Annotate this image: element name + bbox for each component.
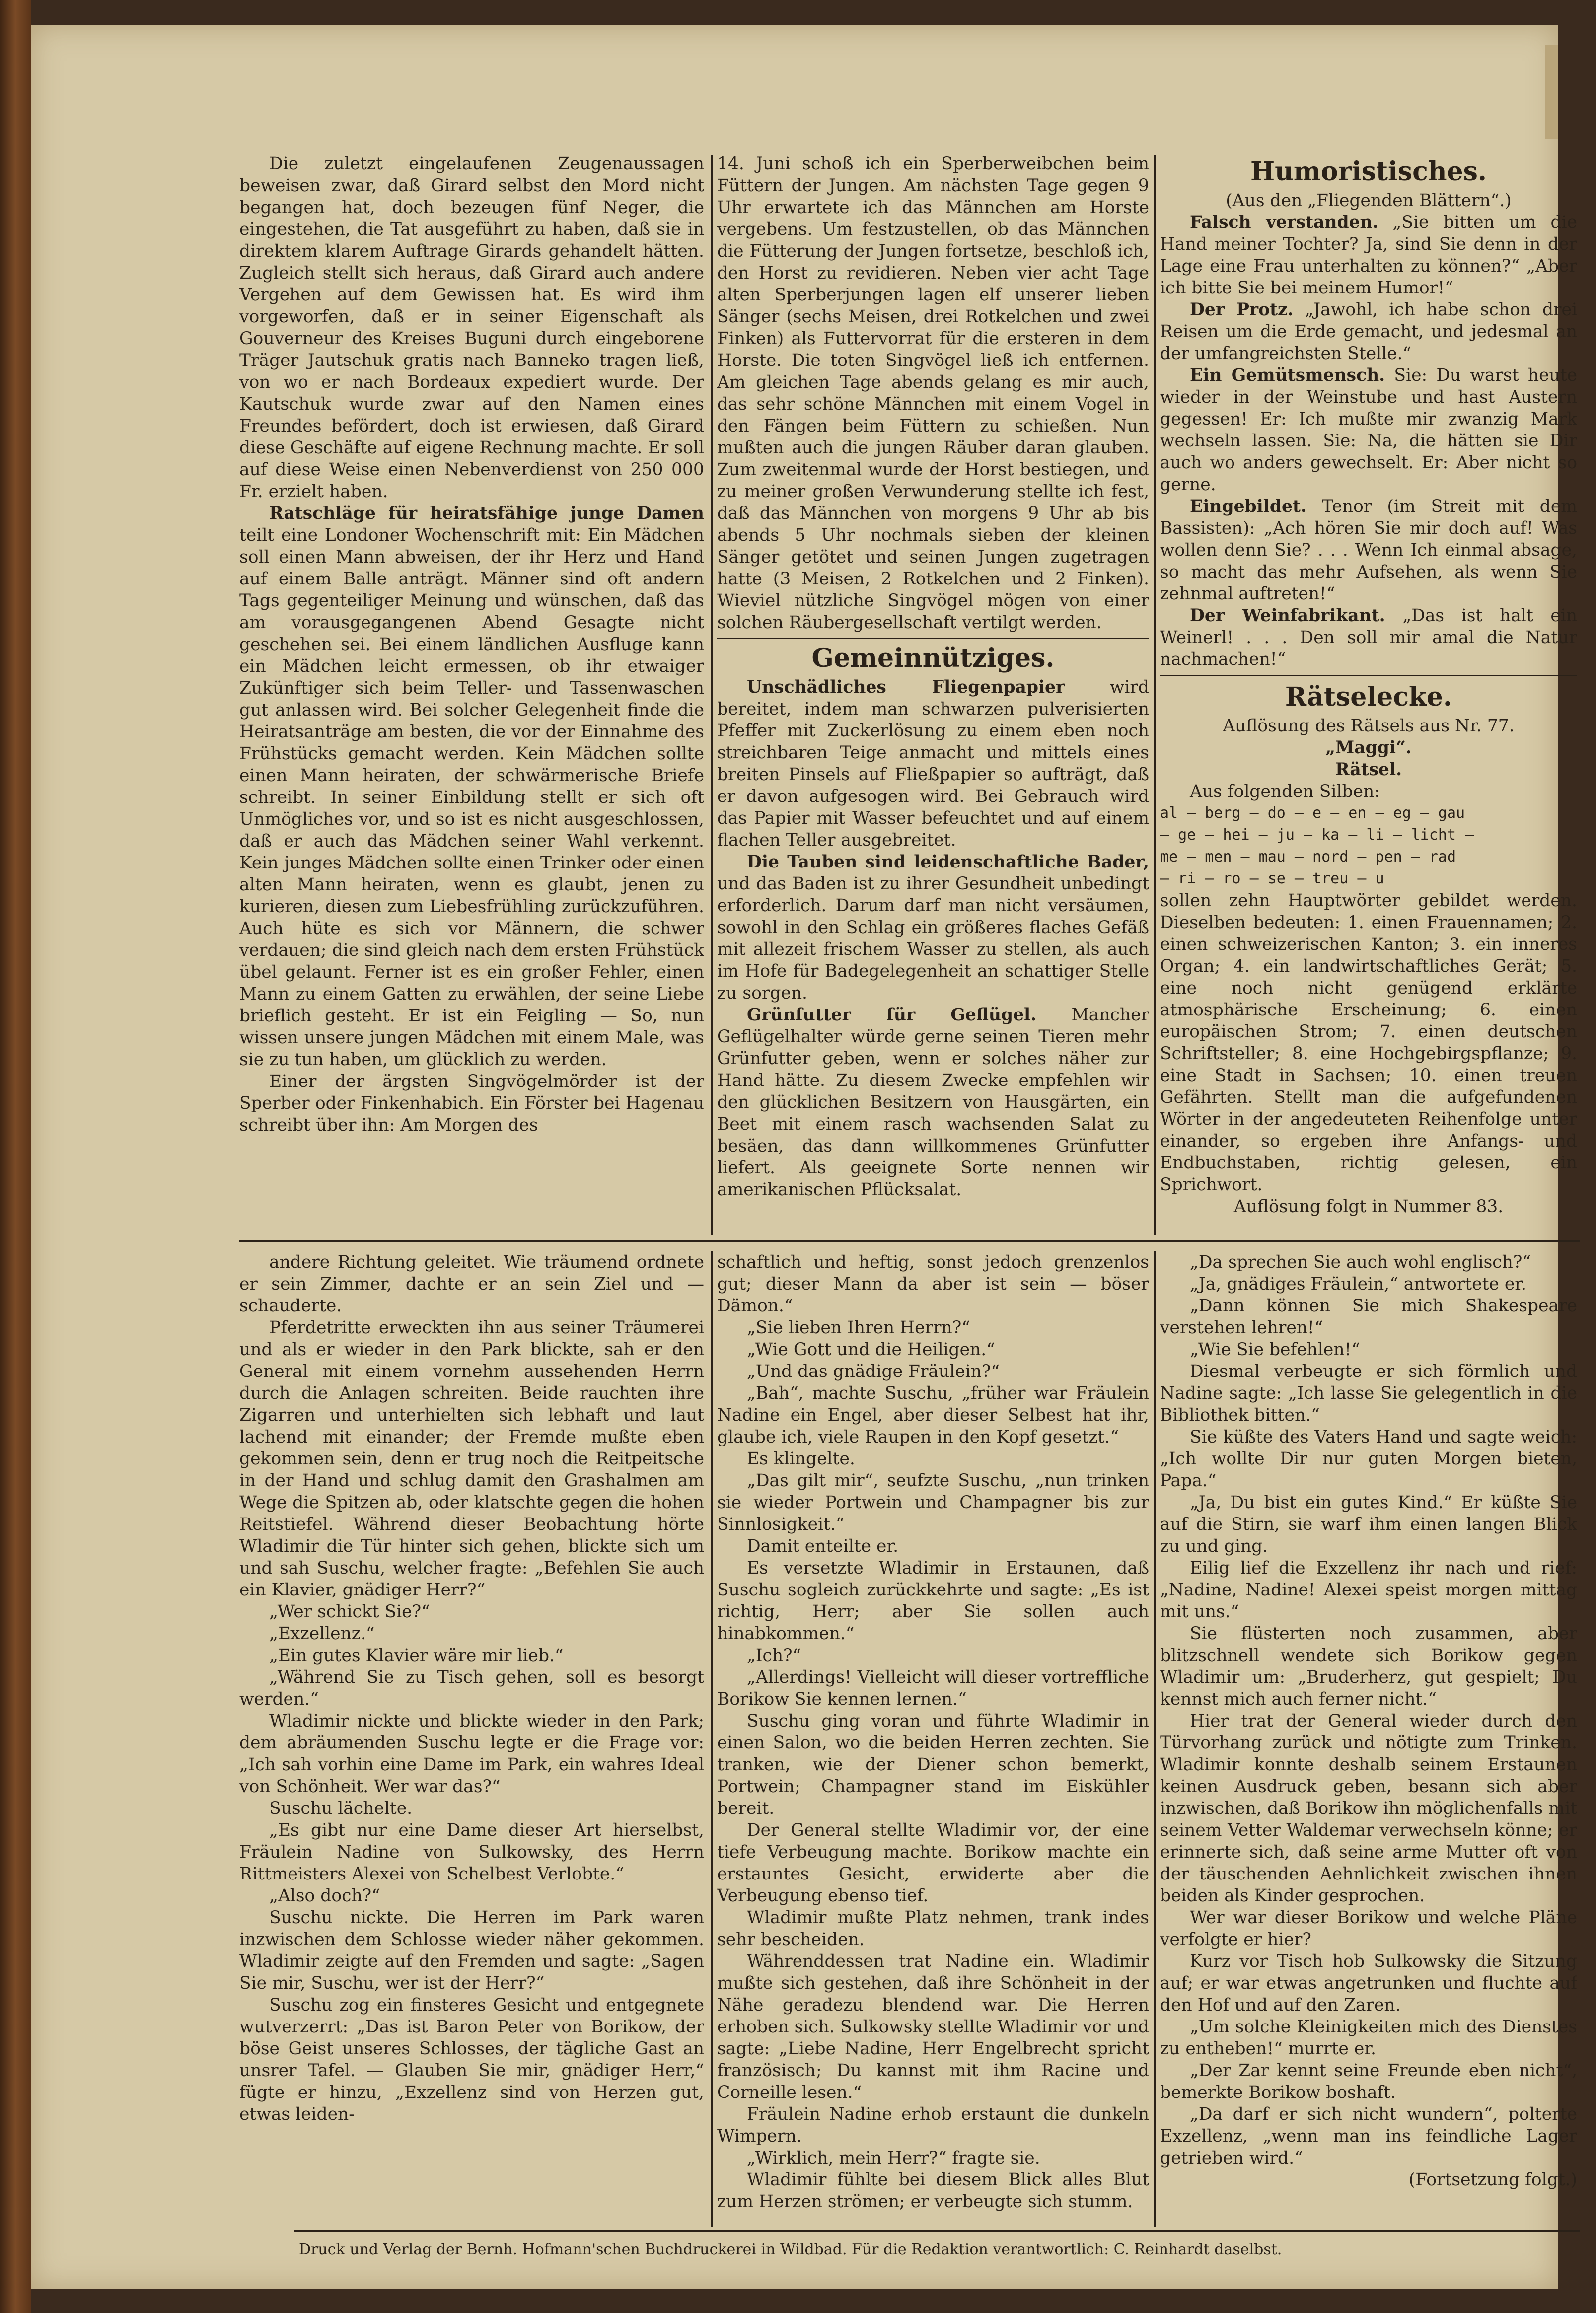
serial-paragraph: „Wirklich, mein Herr?“ fragte sie.	[747, 2148, 1040, 2168]
serial-paragraph: „Exzellenz.“	[269, 1624, 375, 1644]
riddle-next: Auflösung folgt in Nummer 83.	[1233, 1197, 1504, 1217]
section-rule	[1160, 675, 1577, 676]
article-heading: Grünfutter für Geflügel.	[747, 1005, 1037, 1025]
top-middle-column	[717, 153, 1149, 1230]
serial-paragraph: Es versetzte Wladimir in Erstaunen, daß Suschu sogleich zurückkehrte und sagte: „Es ist richtig, Herr; aber Sie sollen auch hinabkommen.“	[717, 1558, 1149, 1644]
joke-text: „Sie bitten um die Hand meiner Tochter? Ja, sind Sie denn in der Lage eine Frau unterhalten zu können?“ „Aber ich bitte Sie bei meinem Humor!“	[1160, 213, 1577, 298]
serial-paragraph: Wladimir mußte Platz nehmen, trank indes sehr bescheiden.	[717, 1908, 1149, 1950]
column-rule	[1154, 1251, 1156, 2227]
serial-paragraph: Kurz vor Tisch hob Sulkowsky die Sitzung auf; er war etwas angetrunken und fluchte auf den Hof und auf den Zaren.	[1160, 1952, 1577, 2015]
serial-column-2	[717, 1251, 1149, 2227]
column-rule	[711, 1251, 713, 2227]
article-sparrowhawk-start: Einer der ärgsten Singvögelmörder ist der Sperber oder Finkenhabich. Ein Förster bei Hagenau schreibt über ihn: Am Morgen des	[239, 1072, 704, 1135]
footer-rule	[294, 2230, 1580, 2232]
article-body: Mancher Geflügelhalter würde gerne seinen Tieren mehr Grünfutter geben, wenn er solches näher zur Hand hätte. Zu diesem Zwecke empfehlen wir den glücklichen Besitzern von Hausgärten, ein Beet mit einem rasch wachsenden Salat zu besäen, das dann willkommenes Grünfutter liefert. Als geeignete Sorte nennen wir amerikanischen Pflücksalat.	[717, 1005, 1149, 1200]
article-heading: Unschädliches Fliegenpapier	[747, 677, 1065, 697]
riddle-solution-label: Auflösung des Rätsels aus Nr. 77.	[1223, 716, 1515, 736]
article-greenfeed	[717, 1004, 1149, 1201]
serial-paragraph: Wladimir fühlte bei diesem Blick alles Blut zum Herzen strömen; er verbeugte sich stumm.	[717, 2170, 1149, 2212]
imprint-footer: Druck und Verlag der Bernh. Hofmann'schen Buchdruckerei in Wildbad. Für die Redaktion verantwortlich: C. Reinhardt daselbst.	[299, 2241, 1282, 2258]
section-title-humor: Humoristisches.	[1250, 156, 1487, 187]
serial-paragraph: „Ja, Du bist ein gutes Kind.“ Er küßte Sie auf die Stirn, sie warf ihm einen langen Blick zu und ging.	[1160, 1493, 1577, 1556]
serial-paragraph: „Während Sie zu Tisch gehen, soll es besorgt werden.“	[239, 1667, 704, 1709]
serial-paragraph: Suschu zog ein finsteres Gesicht und entgegnete wutverzerrt: „Das ist Baron Peter von Borikow, der böse Geist unseres Schlosses, der tägliche Gast an unsrer Tafel. — Glauben Sie mir, gnädiger Herr,“ fügte er hinzu, „Exzellenz sind von Herzen gut, etwas leiden-	[239, 1995, 704, 2124]
serial-paragraph: Der General stellte Wladimir vor, der eine tiefe Verbeugung machte. Borikow machte ein erstauntes Gesicht, erwiderte aber die Verbeugung ebenso tief.	[717, 1820, 1149, 1906]
serial-paragraph: Hier trat der General wieder durch den Türvorhang zurück und nötigte zum Trinken. Wladimir konnte deshalb seinem Erstaunen keinen Ausdruck geben, besann sich aber inzwischen, daß Borikow ihn möglichenfalls mit seinem Vetter Waldemar verwechseln könne; er erinnerte sich, daß seine arme Mutter oft von der täuschenden Aehnlichkeit zwischen ihnen beiden als Kinder gesprochen.	[1160, 1711, 1577, 1906]
serial-paragraph: „Allerdings! Vielleicht will dieser vortreffliche Borikow Sie kennen lernen.“	[717, 1667, 1149, 1709]
article-body: teilt eine Londoner Wochenschrift mit: Ein Mädchen soll einen Mann abweisen, der ihr Herz und Hand auf einem Balle anträgt. Männer sind oft andern Tags gegenteiliger Meinung und wünschen, daß das am vorausgegangenen Abend Gesagte nicht geschehen sei. Bei einem ländlichen Ausfluge kann ein Mädchen leicht ermessen, ob ihr etwaiger Zukünftiger sich beim Teller- und Tassenwaschen gut anlassen wird. Bei solcher Gelegenheit finde die Heiratsanträge am besten, die vor der Einnahme des Frühstücks gemacht werden. Kein Mädchen sollte einen Mann heiraten, der schwärmerische Briefe schreibt. In seiner Einbildung stellt er sich oft Unmögliches vor, und so ist es nicht ausgeschlossen, daß er auch das Mädchen seiner Wahl verkennt. Kein junges Mädchen sollte einen Trinker oder einen alten Mann heiraten, wenn es glaubt, jenen zu kurieren, diesen zum Liebesfrühling zurückzuführen. Auch hüte es sich vor Männern, die schwer verdauen; die sind gleich nach dem ersten Frühstück übel gelaunt. Ferner ist es ein großer Fehler, einen Mann zu einem Gatten zu erwählen, der seine Liebe brieflich gesteht. Er ist ein Feigling — So, nun wissen unsere jungen Mädchen mit einem Male, was sie zu tun haben, um glücklich zu werden.	[239, 525, 704, 1070]
serial-paragraph: „Ein gutes Klavier wäre mir lieb.“	[269, 1646, 564, 1665]
horizontal-divider	[239, 1240, 1580, 1242]
serial-paragraph: Eilig lief die Exzellenz ihr nach und rief: „Nadine, Nadine! Alexei speist morgen mittag mit uns.“	[1160, 1558, 1577, 1622]
serial-paragraph: Suschu lächelte.	[269, 1799, 413, 1818]
serial-paragraph: „Da sprechen Sie auch wohl englisch?“	[1190, 1252, 1531, 1272]
serial-paragraph: „Also doch?“	[269, 1886, 380, 1906]
serial-paragraph: schaftlich und heftig, sonst jedoch grenzenlos gut; dieser Mann da aber ist sein — böser Dämon.“	[717, 1252, 1149, 1316]
joke	[1160, 364, 1577, 496]
serial-paragraph: „Wie Gott und die Heiligen.“	[747, 1340, 995, 1360]
serial-paragraph: Währenddessen trat Nadine ein. Wladimir mußte sich gestehen, daß ihre Schönheit in der Nähe geradezu blendend war. Die Herren erhoben sich. Sulkowsky stellte Wladimir vor und sagte: „Liebe Nadine, Herr Engelbrecht spricht französisch; Du kannst mit ihm Racine und Corneille lesen.“	[717, 1952, 1149, 2102]
article-sparrowhawk-cont: 14. Juni schoß ich ein Sperberweibchen beim Füttern der Jungen. Am nächsten Tage gegen 9 Uhr erwartete ich das Männchen am Horste vergebens. Um festzustellen, ob das Männchen die Fütterung der Jungen fortsetze, beschloß ich, den Horst zu revidieren. Neben vier acht Tage alten Sperberjungen lagen elf unserer lieben Sänger (sechs Meisen, drei Rotkelchen und zwei Finken) als Futtervorrat für die ersteren in dem Horste. Die toten Singvögel ließ ich entfernen. Am gleichen Tage abends gelang es mir auch, das sehr schöne Männchen mit einem Vogel in den Fängen beim Füttern zu schießen. Nun mußten auch die jungen Räuber daran glauben. Zum zweitenmal wurde der Horst bestiegen, und zu meiner großen Verwunderung stellte ich fest, daß das Männchen von morgens 9 Uhr ab bis abends 5 Uhr nochmals sieben der kleinen Sänger getötet und seinen Jungen zugetragen hatte (3 Meisen, 2 Rotkelchen und 2 Finken). Wieviel nützliche Singvögel mögen von einer solchen Räubergesellschaft vertilgt werden.	[717, 154, 1149, 633]
serial-paragraph: Sie flüsterten noch zusammen, aber blitzschnell wendete sich Borikow gegen Wladimir um: „Bruderherz, gut gespielt; Du kennst mich auch ferner nicht.“	[1160, 1624, 1577, 1709]
riddle-syllables: me — men — mau — nord — pen — rad	[1160, 848, 1456, 866]
serial-paragraph: „Dann können Sie mich Shakespeare verstehen lehren!“	[1160, 1296, 1577, 1338]
joke-title: Ein Gemütsmensch.	[1190, 365, 1385, 385]
serial-paragraph: „Der Zar kennt seine Freunde eben nicht“, bemerkte Borikow boshaft.	[1160, 2061, 1577, 2102]
serial-paragraph: „Sie lieben Ihren Herrn?“	[747, 1318, 970, 1338]
serial-paragraph: Suschu ging voran und führte Wladimir in einen Salon, wo die beiden Herren zechten. Sie tranken, wie der Diener schon bemerkt, Portwein; Champagner stand im Eiskühler bereit.	[717, 1711, 1149, 1818]
serial-paragraph: Wladimir nickte und blickte wieder in den Park; dem abräumenden Suschu legte er die Frage vor: „Ich sah vorhin eine Dame im Park, ein wahres Ideal von Schönheit. Wer war das?“	[239, 1711, 704, 1797]
riddle-title: Rätsel.	[1335, 760, 1402, 780]
book-binding	[0, 0, 31, 2313]
joke-text: Tenor (im Streit mit dem Bassisten): „Ach hören Sie mir doch auf! Was wollen denn Sie? . . . Wenn Ich einmal absage, so macht das mehr Aufsehen, als wenn Sie zehnmal auftreten!“	[1160, 497, 1577, 604]
top-left-column	[239, 153, 704, 1230]
joke-title: Falsch verstanden.	[1190, 213, 1378, 232]
article-heading: Ratschläge für heiratsfähige junge Damen	[269, 504, 704, 523]
joke-text: „Jawohl, ich habe schon drei Reisen um die Erde gemacht, und jedesmal an der umfangreichsten Stelle.“	[1160, 300, 1577, 363]
riddle-syllables: — ri — ro — se — treu — u	[1160, 870, 1384, 887]
serial-paragraph: Sie küßte des Vaters Hand und sagte weich: „Ich wollte Dir nur guten Morgen bieten, Papa.“	[1160, 1427, 1577, 1491]
humor-source: (Aus den „Fliegenden Blättern“.)	[1226, 191, 1512, 211]
riddle-solution-word: „Maggi“.	[1325, 738, 1412, 758]
column-rule	[711, 155, 713, 1235]
section-rule	[717, 638, 1149, 639]
serial-paragraph: Diesmal verbeugte er sich förmlich und Nadine sagte: „Ich lasse Sie gelegentlich in die Bibliothek bitten.“	[1160, 1362, 1577, 1425]
joke	[1160, 496, 1577, 605]
article-body: und das Baden ist zu ihrer Gesundheit unbedingt erforderlich. Darum darf man nicht versäumen, sowohl in den Schlag ein größeres flaches Gefäß mit allezeit frischem Wasser zu stellen, als auch im Hofe für Badegelegenheit an schattiger Stelle zu sorgen.	[717, 874, 1149, 1003]
joke-text: Sie: Du warst heute wieder in der Weinstube und hast Austern gegessen! Er: Ich mußte mir zwanzig Mark wechseln lassen. Sie: Na, die hätten sie Dir auch wo anders gewechselt. Er: Aber nicht so gerne.	[1160, 365, 1577, 495]
serial-paragraph: Damit enteilte er.	[747, 1536, 899, 1556]
serial-paragraph: „Bah“, machte Suschu, „früher war Fräulein Nadine ein Engel, aber dieser Selbest hat ihr, glaube ich, viele Raupen in den Kopf gesetzt.“	[717, 1383, 1149, 1447]
article-marriage-advice	[239, 503, 704, 1071]
serial-paragraph: „Da darf er sich nicht wundern“, polterte Exzellenz, „wenn man ins feindliche Lager getrieben wird.“	[1160, 2104, 1577, 2168]
joke-title: Der Protz.	[1190, 300, 1294, 320]
column-rule	[1154, 155, 1156, 1235]
section-title-gemeinnuetziges: Gemeinnütziges.	[811, 643, 1055, 673]
page-edge-tab	[1545, 45, 1558, 139]
serial-continued-note: (Fortsetzung folgt.)	[1408, 2170, 1577, 2190]
article-flypaper	[717, 676, 1149, 851]
article-pigeons	[717, 851, 1149, 1004]
serial-paragraph: Wer war dieser Borikow und welche Pläne verfolgte er hier?	[1160, 1908, 1577, 1950]
riddle-syllables: — ge — hei — ju — ka — li — licht —	[1160, 826, 1474, 844]
serial-paragraph: „Es gibt nur eine Dame dieser Art hierselbst, Fräulein Nadine von Sulkowsky, des Herrn Rittmeisters Alexei von Schelbest Verlobte.“	[239, 1820, 704, 1884]
newspaper-page	[31, 25, 1577, 2289]
section-title-riddle: Rätselecke.	[1285, 682, 1452, 712]
riddle-text: sollen zehn Hauptwörter gebildet werden. Dieselben bedeuten: 1. einen Frauennamen; 2. einen schweizerischen Kanton; 3. ein inneres Organ; 4. ein landwirtschaftliches Gerät; 5. eine noch nicht genügend erklärte atmosphärische Erscheinung; 6. einen europäischen Strom; 7. einen deutschen Schriftsteller; 8. eine Hochgebirgspflanze; 9. eine Stadt in Sachsen; 10. einen treuen Gefährten. Stellt man die aufgefundenen Wörter in der angedeuteten Reihenfolge unter einander, so ergeben ihre Anfangs- und Endbuchstaben, richtig gelesen, ein Sprichwort.	[1160, 891, 1577, 1195]
serial-paragraph: „Ich?“	[747, 1646, 801, 1665]
serial-column-1	[239, 1251, 704, 2227]
joke-text: „Das ist halt ein Weinerl! . . . Den soll mir amal die Natur nachmachen!“	[1160, 606, 1577, 669]
article-girard: Die zuletzt eingelaufenen Zeugenaussagen beweisen zwar, daß Girard selbst den Mord nicht begangen hat, doch bezeugen fünf Neger, die eingestehen, die Tat ausgeführt zu haben, daß sie in direktem klarem Auftrage Girards gehandelt hätten. Zugleich stellt sich heraus, daß Girard auch andere Vergehen auf dem Gewissen hat. Es wird ihm vorgeworfen, daß er in seiner Eigenschaft als Gouverneur des Kreises Buguni durch eingeborene Träger Jautschuk gratis nach Banneko tragen ließ, von wo er nach Bordeaux expediert wurde. Der Kautschuk wurde zwar auf den Namen eines Freundes befördert, doch ist erwiesen, daß Girard diese Geschäfte auf eigene Rechnung machte. Er soll auf diese Weise einen Nebenverdienst von 250 000 Fr. erzielt haben.	[239, 154, 704, 502]
joke	[1160, 212, 1577, 299]
top-right-column	[1160, 153, 1577, 1230]
joke-title: Eingebildet.	[1190, 497, 1306, 516]
serial-paragraph: „Wer schickt Sie?“	[269, 1602, 430, 1622]
serial-paragraph: andere Richtung geleitet. Wie träumend ordnete er sein Zimmer, dachte er an sein Ziel und — schauderte.	[239, 1252, 704, 1316]
serial-paragraph: „Ja, gnädiges Fräulein,“ antwortete er.	[1190, 1274, 1526, 1294]
serial-paragraph: „Und das gnädige Fräulein?“	[747, 1362, 1000, 1381]
riddle-intro: Aus folgenden Silben:	[1190, 782, 1380, 801]
serial-paragraph: „Das gilt mir“, seufzte Suschu, „nun trinken sie wieder Portwein und Champagner bis zur Sinnlosigkeit.“	[717, 1471, 1149, 1534]
serial-paragraph: „Um solche Kleinigkeiten mich des Dienstes zu entheben!“ murrte er.	[1160, 2017, 1577, 2059]
article-heading: Die Tauben sind leidenschaftliche Bader,	[747, 852, 1149, 872]
joke	[1160, 605, 1577, 670]
serial-paragraph: „Wie Sie befehlen!“	[1190, 1340, 1361, 1360]
serial-paragraph: Fräulein Nadine erhob erstaunt die dunkeln Wimpern.	[717, 2104, 1149, 2146]
article-body: wird bereitet, indem man schwarzen pulverisierten Pfeffer mit Zuckerlösung zu einem eben noch streichbaren Teige anmacht und mittels eines breiten Pinsels auf Fließpapier so aufträgt, daß er davon aufgesogen wird. Bei Gebrauch wird das Papier mit Wasser befeuchtet und auf einem flachen Teller ausgebreitet.	[717, 677, 1149, 850]
joke	[1160, 299, 1577, 364]
serial-paragraph: Suschu nickte. Die Herren im Park waren inzwischen dem Schlosse wieder näher gekommen. Wladimir zeigte auf den Fremden und sagte: „Sagen Sie mir, Suschu, wer ist der Herr?“	[239, 1908, 704, 1993]
serial-paragraph: Es klingelte.	[747, 1449, 855, 1469]
serial-paragraph: Pferdetritte erweckten ihn aus seiner Träumerei und als er wieder in den Park blickte, sah er den General mit einem vornehm aussehenden Herrn durch die Anlagen schreiten. Beide rauchten ihre Zigarren und unterhielten sich lebhaft und laut lachend mit einander; der Fremde mußte eben gekommen sein, denn er trug noch die Reitpeitsche in der Hand und schlug damit den Grashalmen am Wege die Spitzen ab, oder klatschte gegen die hohen Reitstiefel. Während dieser Beobachtung hörte Wladimir die Tür hinter sich gehen, blickte sich um und sah Suschu, welcher fragte: „Befehlen Sie auch ein Klavier, gnädiger Herr?“	[239, 1318, 704, 1600]
riddle-syllables: al — berg — do — e — en — eg — gau	[1160, 804, 1465, 822]
joke-title: Der Weinfabrikant.	[1190, 606, 1385, 626]
serial-column-3	[1160, 1251, 1577, 2227]
